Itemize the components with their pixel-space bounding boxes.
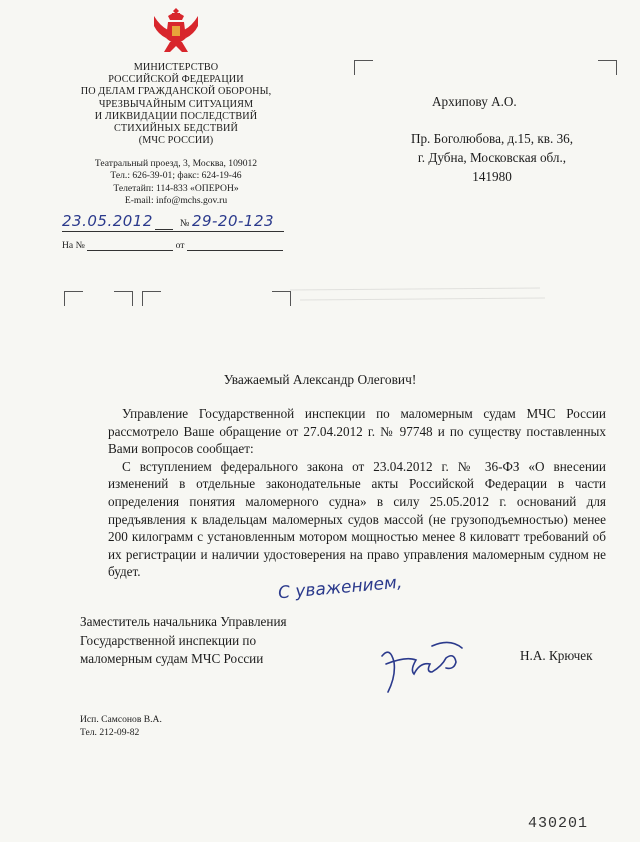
executor-name: Исп. Самсонов В.А. xyxy=(80,714,162,725)
reference-line xyxy=(62,240,302,251)
signatory-title-line: Государственной инспекции по xyxy=(80,632,257,648)
bleed-through-texture xyxy=(290,284,550,310)
salutation: Уважаемый Александр Олегович! xyxy=(223,372,417,387)
ref-date-blank xyxy=(187,250,283,251)
signatory-name: Н.А. Крючек xyxy=(520,648,593,663)
registration-underline xyxy=(62,231,284,232)
recipient-name: Архипову А.О. xyxy=(432,94,517,109)
executor-block xyxy=(80,713,162,739)
ministry-line: СТИХИЙНЫХ БЕДСТВИЙ xyxy=(114,123,238,135)
ministry-line: ЧРЕЗВЫЧАЙНЫМ СИТУАЦИЯМ xyxy=(98,98,254,110)
recipient-address-line: Пр. Боголюбова, д.15, кв. 36, xyxy=(410,131,574,146)
ministry-line: (МЧС РОССИИ) xyxy=(138,135,214,147)
ref-number-blank xyxy=(87,250,173,251)
ministry-name-block xyxy=(60,62,292,147)
ministry-line: ПО ДЕЛАМ ГРАЖДАНСКОЙ ОБОРОНЫ, xyxy=(80,86,272,98)
date-underline xyxy=(155,229,173,230)
contact-email: E-mail: info@mchs.gov.ru xyxy=(124,195,228,207)
contact-teletype: Телетайп: 114-833 «ОПЕРОН» xyxy=(113,182,239,194)
corner-bracket xyxy=(272,291,291,306)
handwritten-closing: С уважением, xyxy=(277,572,404,604)
signatory-title xyxy=(80,613,380,669)
document-number: 430201 xyxy=(528,815,589,832)
corner-bracket xyxy=(598,60,617,75)
executor-phone: Тел. 212-09-82 xyxy=(80,727,140,738)
recipient-postal-code: 141980 xyxy=(472,169,512,184)
corner-bracket xyxy=(142,291,161,306)
recipient-block xyxy=(372,92,612,186)
signatory-title-line: Заместитель начальника Управления xyxy=(80,614,287,629)
ministry-contacts xyxy=(60,158,292,208)
body-paragraph: Управление Государственной инспекции по маломерным судам МЧС России рассмотрело Ваше обращение от 27.04.2012 г. № 97748 и по существу поставленных Вами вопросов сообщает: xyxy=(108,406,606,457)
recipient-address-line: г. Дубна, Московская обл., xyxy=(417,150,567,165)
ministry-line: МИНИСТЕРСТВО xyxy=(133,62,219,73)
number-prefix: № xyxy=(179,218,190,229)
coat-of-arms-icon xyxy=(148,2,204,58)
letter-body xyxy=(108,405,606,581)
ref-number-label: На № xyxy=(62,240,85,251)
handwritten-signature xyxy=(372,636,482,700)
registration-date: 23.05.2012 xyxy=(62,212,153,230)
signatory-title-line: маломерным судам МЧС России xyxy=(80,651,264,666)
corner-bracket xyxy=(114,291,133,306)
ministry-line: РОССИЙСКОЙ ФЕДЕРАЦИИ xyxy=(108,74,244,86)
contact-address: Театральный проезд, 3, Москва, 109012 xyxy=(94,158,258,169)
corner-bracket xyxy=(64,291,83,306)
contact-phone: Тел.: 626-39-01; факс: 624-19-46 xyxy=(110,170,242,182)
ref-date-label: от xyxy=(175,240,185,251)
ministry-line: И ЛИКВИДАЦИИ ПОСЛЕДСТВИЙ xyxy=(94,110,258,122)
corner-bracket xyxy=(354,60,373,75)
body-paragraph: С вступлением федерального закона от 23.04.2012 г. № 36-ФЗ «О внесении изменений в отдельные законодательные акты Российской Федерации в части определения понятия маломерного судна» в силу 25.05.2012 г. оснований для предъявления к владельцам маломерных судов массой (не грузоподъемностью) менее 200 килограмм с установленным мотором мощностью менее 8 киловатт требований об их регистрации и наличии удостоверения на право управления маломерным судном не будет. xyxy=(108,458,606,580)
registration-number: 29-20-123 xyxy=(191,212,275,230)
